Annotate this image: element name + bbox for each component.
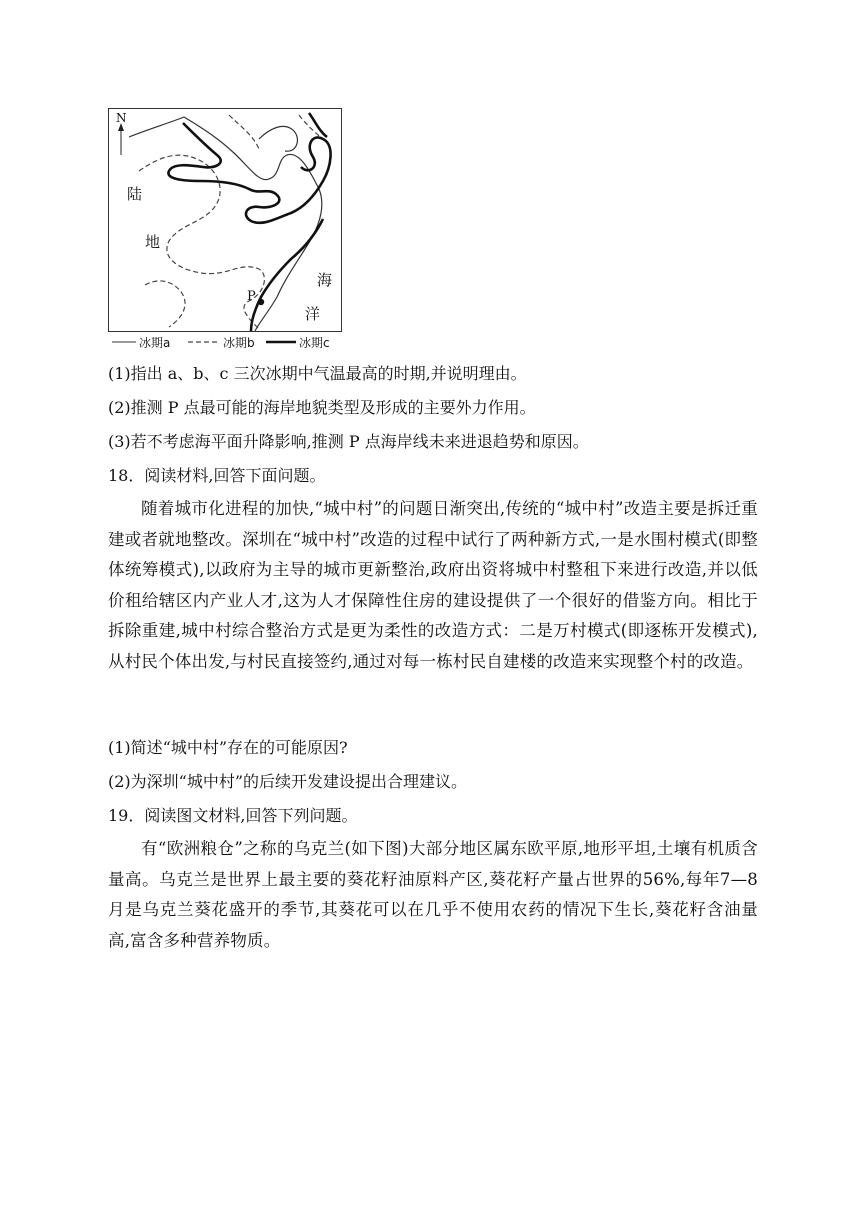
q19-title: 19．阅读图文材料,回答下列问题。 <box>108 806 358 825</box>
sea-label-1: 海 <box>317 271 333 289</box>
q17-sub1: (1)指出 a、b、c 三次冰期中气温最高的时期,并说明理由。 <box>108 364 527 383</box>
q18-sub1: (1)简述“城中村”存在的可能原因? <box>108 738 348 757</box>
legend-a-label: 冰期a <box>139 336 171 350</box>
q18-material: 随着城市化进程的加快,“城中村”的问题日渐突出,传统的“城中村”改造主要是拆迁重建或者就地整改。深圳在“城中村”改造的过程中试行了两种新方式,一是水围村模式(即整体统筹模式),以政府为主导的城市更新整治,政府出资将城中村整租下来进行改造,并以低价租给辖区内产业人才,这为人才保障性住房的建设提供了一个很好的借鉴方向。相比于拆除重建,城中村综合整治方式是更为柔性的改造方式：二是万村模式(即逐栋开发模式),从村民个体出发,与村民直接签约,通过对每一栋村民自建楼的改造来实现整个村的改造。 <box>108 499 758 671</box>
coastline-map <box>108 108 342 332</box>
land-label-1: 陆 <box>127 185 143 203</box>
land-label-2: 地 <box>145 233 161 251</box>
glacial-c-line <box>168 123 330 223</box>
point-p-label: P <box>247 289 256 304</box>
north-label: N <box>116 111 127 125</box>
q19-material: 有“欧洲粮仓”之称的乌克兰(如下图)大部分地区属东欧平原,地形平坦,土壤有机质含量高。乌克兰是世界上最主要的葵花籽油原料产区,葵花籽产量占世界的56%,每年7—8月是乌克兰葵花盛开的季节,其葵花可以在几乎不使用农药的情况下生长,葵花籽含油量高,富含多种营养物质。 <box>108 839 758 950</box>
q17-sub3: (3)若不考虑海平面升降影响,推测 P 点海岸线未来进退趋势和原因。 <box>108 432 589 451</box>
legend-b-label: 冰期b <box>223 336 255 350</box>
point-p-marker <box>258 299 264 305</box>
q18-title: 18．阅读材料,回答下面问题。 <box>108 466 326 485</box>
q17-sub2: (2)推测 P 点最可能的海岸地貌类型及形成的主要外力作用。 <box>108 398 536 417</box>
q18-sub2: (2)为深圳“城中村”的后续开发建设提出合理建议。 <box>108 772 468 791</box>
coastline-map-drawing <box>109 109 341 331</box>
map-legend <box>108 333 342 351</box>
sea-label-2: 洋 <box>305 305 321 323</box>
legend-c-label: 冰期c <box>299 336 330 350</box>
